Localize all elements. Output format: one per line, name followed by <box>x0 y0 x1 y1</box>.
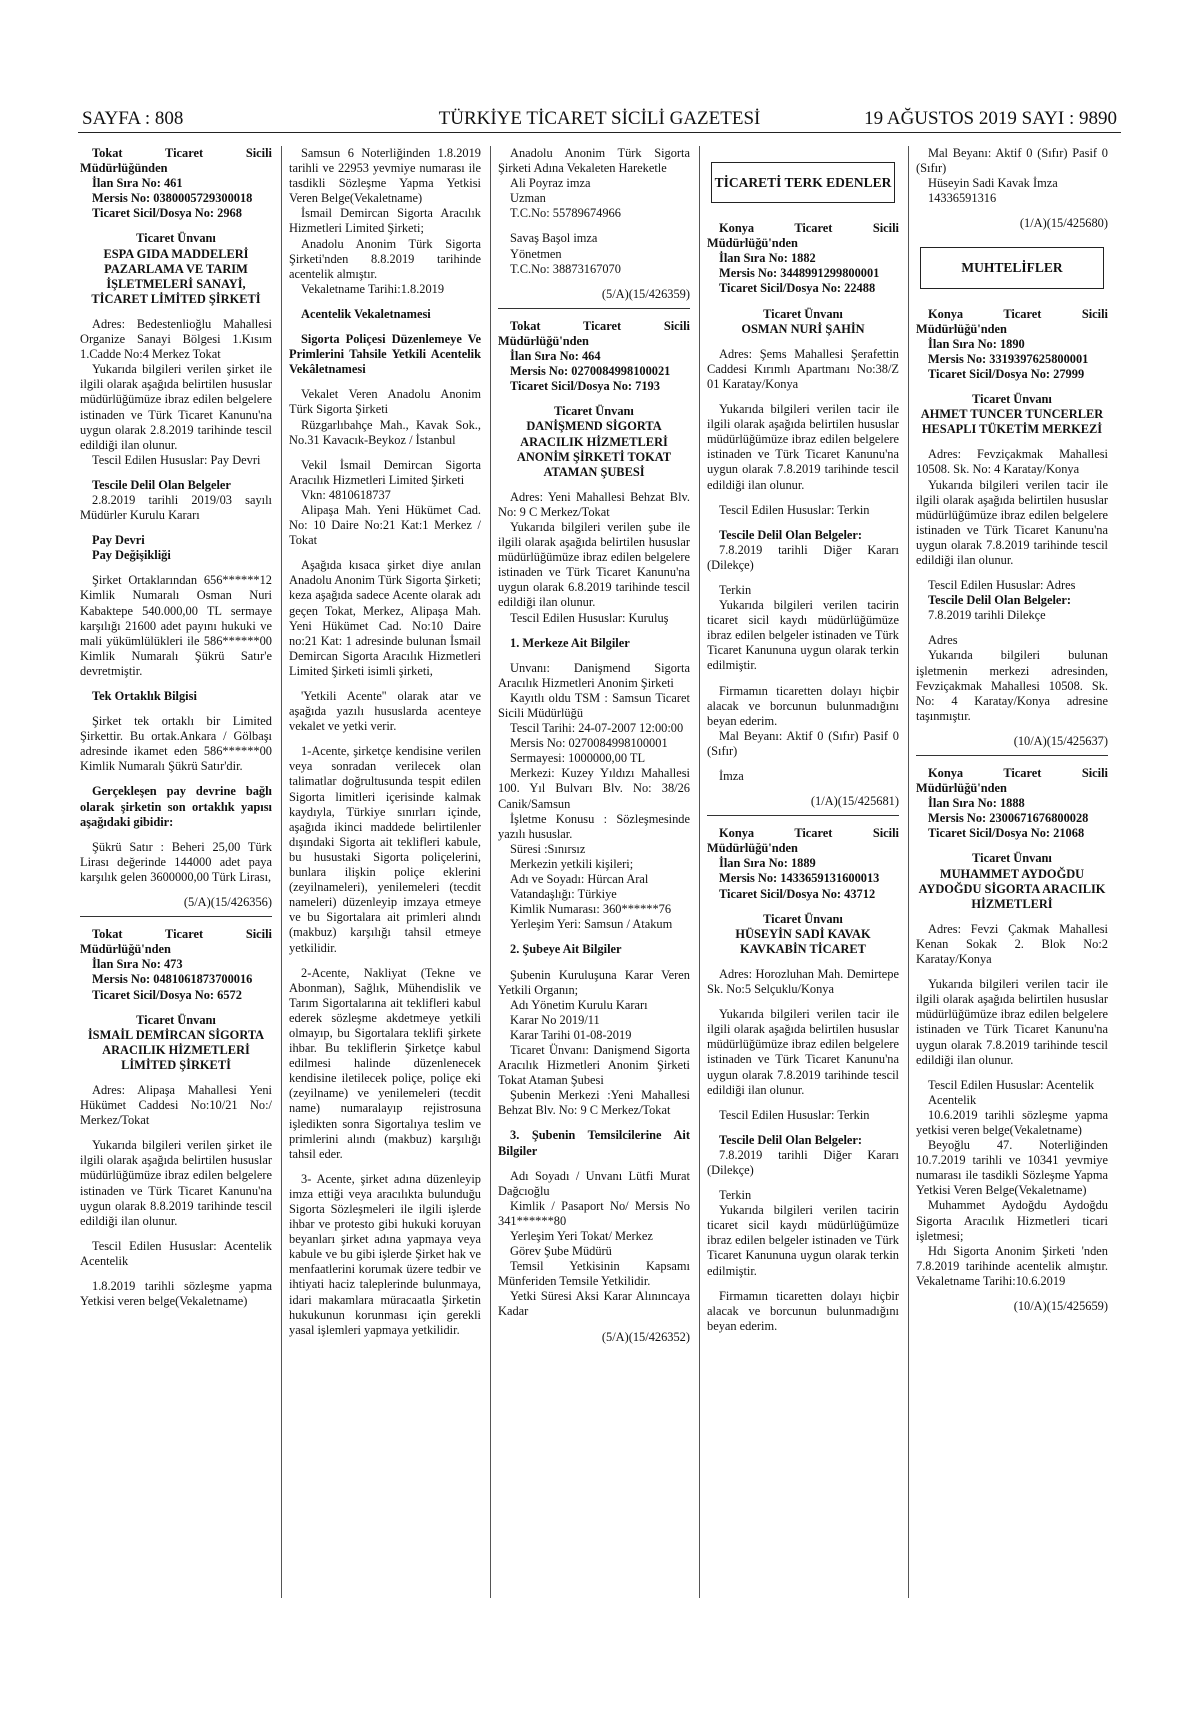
spacer <box>707 297 899 307</box>
notice-paragraph: Şubenin Merkezi :Yeni Mahallesi Behzat Blv. No: 9 C Merkez/Tokat <box>498 1088 690 1118</box>
notice-paragraph: İmza <box>719 769 744 783</box>
notice-paragraph: Sermayesi: 1000000,00 TL <box>510 751 646 766</box>
notice-paragraph: Tescil Edilen Hususlar: Terkin <box>719 1107 870 1122</box>
spacer <box>707 518 899 528</box>
notice-paragraph: Konya Ticaret Sicili Müdürlüğü'nden <box>707 826 899 856</box>
spacer <box>498 932 690 942</box>
notice-paragraph: Mersis No: 2300671676800028 <box>928 811 1089 826</box>
notice-paragraph: 2-Acente, Nakliyat (Tekne ve Abonman), Sağlık, Mühendislik ve Tarım Sigortalarına ait teklifleri kabul ederek sözleşme akdetmeye yetkili olmayıp, bu Sigortalara teklifi şirkete ihbar. Bu tekliflerin Şirketçe kabul edilmesi halinde düzenlenecek kendisine iletilecek poliçe, poliçe eki (zeyilname) ve yenilemeleri (tecdit name) numaralayıp rejistrosuna işledikten sonra Sigortalıya teslim ve primlerini alındı (makbuz) karşılığı tahsil eder. <box>289 965 481 1161</box>
notice-paragraph: Kayıtlı oldu TSM : Samsun Ticaret Sicili Müdürlüğü <box>498 690 690 720</box>
notice-paragraph: Adı ve Soyadı: Hürcan Aral <box>510 872 649 887</box>
notice-paragraph: Anadolu Anonim Türk Sigorta Şirketi Adına Vekaleten Hareketle <box>498 146 690 176</box>
notice-paragraph: Mersis No: 0270084998100021 <box>510 364 671 379</box>
notice-paragraph: Vatandaşlığı: Türkiye <box>510 887 617 902</box>
spacer <box>707 493 899 503</box>
notice-paragraph: Yukarıda bilgileri verilen şirket ile ilgili olarak aşağıda belirtilen hususlar müdürlüğümüze ibraz edilen belgelere istinaden ve Türk Ticaret Kanunu'na uygun olarak 2.8.2019 tarihinde tescil edildiği ilan olunur. <box>80 362 272 452</box>
notice-paragraph: Anadolu Anonim Türk Sigorta Şirketi'nden 8.8.2019 tarihinde acentelik almıştır. <box>289 236 481 281</box>
notice-reference: (10/A)(15/425659) <box>1013 1299 1108 1313</box>
notice-paragraph: İşletme Konusu : Sözleşmesinde yazılı hususlar. <box>498 811 690 841</box>
notice-paragraph: Vkn: 4810618737 <box>301 487 391 502</box>
section-heading-box: MUHTELİFLER <box>920 247 1104 288</box>
spacer <box>80 679 272 689</box>
notice-paragraph: Adı Soyadı / Unvanı Lütfi Murat Dağcıoğlu <box>498 1168 690 1198</box>
notice-paragraph: Mal Beyanı: Aktif 0 (Sıfır) Pasif 0 (Sıfır) <box>707 728 899 758</box>
notice-paragraph: Şükrü Satır : Beheri 25,00 Türk Lirası değerinde 144000 adet paya karşılık gelen 3600000,00 Türk Lirası, <box>80 839 272 884</box>
column-divider <box>490 146 491 1598</box>
trade-name: Ticaret Ünvanı <box>972 392 1052 407</box>
spacer <box>289 448 481 458</box>
notice-paragraph: Firmamın ticaretten dolayı hiçbir alacak ve borcunun bulunmadığını beyan ederim. <box>707 1288 899 1333</box>
notice-paragraph: Adres: Alipaşa Mahallesi Yeni Hükümet Caddesi No:10/21 No:/ Merkez/Tokat <box>80 1082 272 1128</box>
notice-reference: (5/A)(15/426356) <box>183 895 272 910</box>
notice-paragraph: Ticaret Sicil/Dosya No: 6572 <box>92 987 242 1002</box>
trade-name: İSMAİL DEMİRCAN SİGORTA ARACILIK HİZMETLERİ LİMİTED ŞİRKETİ <box>87 1027 265 1072</box>
notice-paragraph: Tescil Edilen Hususlar: Acentelik Acentelik <box>80 1238 272 1268</box>
spacer <box>498 394 690 404</box>
gazette-title: TÜRKİYE TİCARET SİCİLİ GAZETESİ <box>438 108 761 129</box>
column-1 <box>80 146 272 1309</box>
notice-paragraph: Hdı Sigorta Anonim Şirketi 'nden 7.8.2019 tarihinde acentelik almıştır. Vekaletname Tarihi:10.6.2019 <box>916 1243 1108 1288</box>
notice-paragraph: Mersis No: 0270084998100001 <box>510 736 668 751</box>
spacer <box>289 1162 481 1172</box>
spacer <box>498 1159 690 1169</box>
notice-paragraph: Alipaşa Mah. Yeni Hükümet Cad. No: 10 Daire No:21 Kat:1 Merkez / Tokat <box>289 502 481 548</box>
notice-paragraph: Tescile Delil Olan Belgeler <box>92 477 231 492</box>
spacer <box>916 1068 1108 1078</box>
column-4 <box>707 146 899 1334</box>
spacer <box>707 997 899 1007</box>
notice-paragraph: 10.6.2019 tarihli sözleşme yapma yetkisi veren belge(Vekaletname) <box>916 1107 1108 1137</box>
notice-paragraph: Tescile Delil Olan Belgeler: <box>928 593 1072 608</box>
notice-paragraph: İlan Sıra No: 464 <box>510 349 601 364</box>
notice-paragraph: 7.8.2019 tarihli Dilekçe <box>928 608 1046 623</box>
trade-name: OSMAN NURİ ŞAHİN <box>741 321 865 336</box>
notice-paragraph: Tescil Edilen Hususlar: Pay Devri <box>92 452 261 467</box>
notice-paragraph: Yukarıda bilgileri verilen tacir ile ilgili olarak aşağıda belirtilen hususlar müdürlüğümüze ibraz edilen belgelere istinaden ve Türk Ticaret Kanunu'na uygun olarak 7.8.2019 tarihinde tescil edildiği ilan olunur. <box>916 477 1108 567</box>
notice-paragraph: Şirket Ortaklarından 656******12 Kimlik Numaralı Osman Nuri Kabaktepe 540.000,00 TL sermaye karşılığı 21600 adet payını hukuki ve mali yükümlülükleri ile 586******00 Kimlik Numaralı Şükrü Satır'e devretmiştir. <box>80 573 272 678</box>
trade-name: DANİŞMEND SİGORTA ARACILIK HİZMETLERİ ANONİM ŞİRKETİ TOKAT ATAMAN ŞUBESİ <box>516 419 672 479</box>
spacer <box>707 902 899 912</box>
spacer <box>289 297 481 307</box>
notice-paragraph: Acentelik Vekaletnamesi <box>301 306 431 321</box>
notice-separator <box>498 308 690 309</box>
notice-reference: (5/A)(15/426359) <box>601 286 690 301</box>
spacer <box>498 1320 690 1330</box>
spacer <box>80 704 272 714</box>
notice-reference: (1/A)(15/425680) <box>1019 216 1108 231</box>
notice-paragraph: Terkin <box>719 1188 752 1203</box>
notice-paragraph: 3. Şubenin Temsilcilerine Ait Bilgiler <box>498 1128 690 1158</box>
spacer <box>289 679 481 689</box>
spacer <box>80 563 272 573</box>
notice-paragraph: Görev Şube Müdürü <box>510 1244 612 1259</box>
spacer <box>80 307 272 317</box>
spacer <box>707 146 899 156</box>
spacer <box>916 437 1108 447</box>
spacer <box>289 956 481 966</box>
notice-paragraph: Konya Ticaret Sicili Müdürlüğü'nden <box>707 221 899 251</box>
spacer <box>289 377 481 387</box>
trade-name: Ticaret Ünvanı <box>136 1012 216 1027</box>
spacer <box>80 830 272 840</box>
column-divider <box>699 146 700 1598</box>
notice-paragraph: T.C.No: 55789674966 <box>510 206 621 221</box>
notice-paragraph: Acentelik <box>928 1092 977 1107</box>
notice-paragraph: Rüzgarlıbahçe Mah., Kavak Sok., No.31 Kavacık-Beykoz / İstanbul <box>289 417 481 447</box>
notice-paragraph: Temsil Yetkisinin Kapsamı Münferiden Temsile Yetkilidir. <box>498 1259 690 1289</box>
spacer <box>707 573 899 583</box>
trade-name: Ticaret Ünvanı <box>554 404 634 419</box>
notice-paragraph: Ali Poyraz imza <box>510 176 591 191</box>
notice-paragraph: Adres: Yeni Mahallesi Behzat Blv. No: 9 C Merkez/Tokat <box>498 489 690 519</box>
spacer <box>916 1289 1108 1299</box>
notice-paragraph: Aşağıda kısaca şirket diye anılan Anadolu Anonim Türk Sigorta Şirketi; keza aşağıda sadece Acente olarak adı geçen Tokat, Merkez, Alipaşa Mah. Yeni Hükümet Cad. No:10 Daire no:21 Kat: 1 adresinde bulunan İsmail Demircan Sigorta Aracılık Hizmetleri Limited Şirketi isimli şirketi, <box>289 558 481 678</box>
notice-paragraph: Tokat Ticaret Sicili Müdürlüğünden <box>80 146 272 176</box>
spacer <box>498 958 690 968</box>
notice-paragraph: Yerleşim Yeri: Samsun / Atakum <box>510 917 673 932</box>
notice-paragraph: Adres: Fevziçakmak Mahallesi 10508. Sk. No: 4 Karatay/Konya <box>916 447 1108 477</box>
notice-paragraph: Ticaret Sicil/Dosya No: 22488 <box>719 281 876 296</box>
spacer <box>916 967 1108 977</box>
notice-paragraph: Karar No 2019/11 <box>510 1012 600 1027</box>
spacer <box>916 724 1108 734</box>
notice-paragraph: Tescile Delil Olan Belgeler: <box>719 527 863 542</box>
notice-paragraph: 'Yetkili Acente'' olarak atar ve aşağıda yazılı hususlarda acenteye vekalet ve yetki verir. <box>289 689 481 734</box>
notice-paragraph: Konya Ticaret Sicili Müdürlüğü'nden <box>916 306 1108 336</box>
notice-paragraph: Ticaret Sicil/Dosya No: 21068 <box>928 826 1085 841</box>
spacer <box>80 221 272 231</box>
page-number: SAYFA : 808 <box>82 108 184 129</box>
trade-name: Ticaret Ünvanı <box>972 851 1052 866</box>
notice-paragraph: İlan Sıra No: 1888 <box>928 796 1025 811</box>
column-5 <box>916 146 1108 1314</box>
notice-paragraph: Yukarıda bilgileri verilen tacirin ticaret sicil kaydı müdürlüğümüze ibraz edilen belgeler istinaden ve Türk Ticaret Kanununa uygun olarak terkin edilmiştir. <box>707 1203 899 1278</box>
spacer <box>916 623 1108 633</box>
notice-separator <box>80 916 272 917</box>
spacer <box>289 548 481 558</box>
notice-paragraph: İlan Sıra No: 1890 <box>928 336 1025 351</box>
notice-paragraph: Vekil İsmail Demircan Sigorta Aracılık Hizmetleri Limited Şirketi <box>289 457 481 487</box>
notice-paragraph: Ticaret Ünvanı: Danişmend Sigorta Aracılık Hizmetleri Anonim Şirketi Tokat Ataman Şubesi <box>498 1042 690 1088</box>
spacer <box>80 1269 272 1279</box>
notice-paragraph: Mersis No: 0481061873700016 <box>92 972 253 987</box>
notice-paragraph: Tescile Delil Olan Belgeler: <box>719 1132 863 1147</box>
spacer <box>707 957 899 967</box>
notice-paragraph: Şirket tek ortaklı bir Limited Şirkettir. Bu ortak.Ankara / Gölbaşı adresinde ikamet eden 586******00 Kimlik Numaralı Şükrü Satır'dir. <box>80 714 272 774</box>
notice-paragraph: Karar Tarihi 01-08-2019 <box>510 1027 632 1042</box>
spacer <box>80 885 272 895</box>
spacer <box>916 568 1108 578</box>
spacer <box>707 392 899 402</box>
notice-paragraph: Yukarıda bilgileri verilen şirket ile ilgili olarak aşağıda belirtilen hususlar müdürlüğümüze ibraz edilen belgelere istinaden ve Türk Ticaret Kanunu'na uygun olarak 8.8.2019 tarihinde tescil edildiği ilan olunur. <box>80 1138 272 1228</box>
notice-paragraph: Yukarıda bilgileri bulunan işletmenin merkezi adresinden, Fevziçakmak Mahallesi 10508. Sk. No: 4 Karatay/Konya adresine taşınmıştır. <box>916 648 1108 723</box>
notice-paragraph: Samsun 6 Noterliğinden 1.8.2019 tarihli ve 22953 yevmiye numarası ile tasdikli Sözleşme Yapma Yetkisi Veren Belge(Vekaletname) <box>289 146 481 206</box>
notice-paragraph: Adres: Şems Mahallesi Şerafettin Caddesi Kırımlı Apartmanı No:38/Z 01 Karatay/Konya <box>707 346 899 391</box>
notice-paragraph: Merkezi: Kuzey Yıldızı Mahallesi 100. Yıl Bulvarı Blv. No: 38/26 Canik/Samsun <box>498 766 690 811</box>
notice-paragraph: Kimlik Numarası: 360******76 <box>510 902 672 917</box>
notice-paragraph: 7.8.2019 tarihli Diğer Kararı (Dilekçe) <box>707 542 899 572</box>
notice-paragraph: Tescil Edilen Hususlar: Terkin <box>719 502 870 517</box>
notice-paragraph: 1. Merkeze Ait Bilgiler <box>510 635 630 650</box>
notice-paragraph: Adres <box>928 633 958 648</box>
notice-reference: (5/A)(15/426352) <box>601 1329 690 1344</box>
notice-paragraph: 7.8.2019 tarihli Diğer Kararı (Dilekçe) <box>707 1147 899 1177</box>
notice-reference: (1/A)(15/425681) <box>810 794 899 809</box>
notice-paragraph: Firmamın ticaretten dolayı hiçbir alacak ve borcunun bulunmadığını beyan ederim. <box>707 683 899 728</box>
column-3 <box>498 146 690 1345</box>
page-header <box>78 100 1121 133</box>
spacer <box>707 784 899 794</box>
spacer <box>289 734 481 744</box>
trade-name: HÜSEYİN SADİ KAVAK KAVKABİN TİCARET <box>735 926 871 956</box>
notice-paragraph: Ticaret Sicil/Dosya No: 43712 <box>719 886 876 901</box>
notice-paragraph: T.C.No: 38873167070 <box>510 261 621 276</box>
notice-paragraph: İlan Sıra No: 461 <box>92 176 183 191</box>
spacer <box>80 523 272 533</box>
spacer <box>916 912 1108 922</box>
notice-paragraph: Yukarıda bilgileri verilen şube ile ilgili olarak aşağıda belirtilen hususlar müdürlüğümüze ibraz edilen belgelere istinaden ve Türk Ticaret Kanunu'na uygun olarak 6.8.2019 tarihinde tescil edildiği ilan olunur. <box>498 519 690 610</box>
spacer <box>916 382 1108 392</box>
notice-paragraph: Tokat Ticaret Sicili Müdürlüğü'nden <box>80 927 272 957</box>
notice-paragraph: Yönetmen <box>510 246 562 261</box>
notice-paragraph: Hüseyin Sadi Kavak İmza <box>928 176 1058 191</box>
spacer <box>916 206 1108 216</box>
notice-paragraph: Yetki Süresi Aksi Karar Alınıncaya Kadar <box>498 1289 690 1319</box>
notice-paragraph: İlan Sıra No: 1882 <box>719 251 816 266</box>
notice-paragraph: İsmail Demircan Sigorta Aracılık Hizmetleri Limited Şirketi; <box>289 206 481 236</box>
spacer <box>80 1128 272 1138</box>
notice-reference: (10/A)(15/425637) <box>1013 733 1108 748</box>
spacer <box>498 1118 690 1128</box>
notice-paragraph: Ticaret Sicil/Dosya No: 7193 <box>510 379 660 394</box>
trade-name: Ticaret Ünvanı <box>763 306 843 321</box>
trade-name: MUHAMMET AYDOĞDU AYDOĞDU SİGORTA ARACILIK HİZMETLERİ <box>918 866 1106 911</box>
section-heading-box: TİCARETİ TERK EDENLER <box>711 162 895 203</box>
notice-paragraph: Muhammet Aydoğdu Aydoğdu Sigorta Aracılık Hizmetleri ticari işletmesi; <box>916 1198 1108 1243</box>
notice-paragraph: Tek Ortaklık Bilgisi <box>92 689 197 703</box>
notice-paragraph: 3- Acente, şirket adına düzenleyip imza ettiği veya aracılıkta bulunduğu Sigorta Sözleşmeleri ile ilgili işlerde ihbar ve protesto gibi hukuki koruyan beyanları şirket adına yapmaya veya kabule ve bu gibi işlerde Şirket hak ve menfaatlerini korumak üzere tedbir ve ihtiyati haciz taleplerinde bulunmaya, idari makamlara müracaatla Şirketin hukukunun korunması için gerekli yasal işlemleri yapmaya yetkilidir. <box>289 1171 481 1337</box>
spacer <box>707 759 899 769</box>
notice-paragraph: Merkezin yetkili kişileri; <box>510 856 634 871</box>
spacer <box>498 651 690 661</box>
notice-paragraph: 1.8.2019 tarihli sözleşme yapma Yetkisi veren belge(Vekaletname) <box>80 1279 272 1309</box>
notice-paragraph: Adres: Fevzi Çakmak Mahallesi Kenan Sokak 2. Blok No:2 Karatay/Konya <box>916 921 1108 967</box>
spacer <box>916 231 1108 241</box>
notice-paragraph: Tescil Edilen Hususlar: Kuruluş <box>510 610 669 625</box>
column-divider <box>908 146 909 1598</box>
notice-paragraph: Yerleşim Yeri Tokat/ Merkez <box>510 1229 653 1243</box>
notice-paragraph: Mal Beyanı: Aktif 0 (Sıfır) Pasif 0 (Sıfır) <box>916 146 1108 176</box>
notice-paragraph: Savaş Başol imza <box>510 231 598 246</box>
notice-paragraph: Ticaret Sicil/Dosya No: 2968 <box>92 206 242 221</box>
notice-paragraph: Uzman <box>510 191 546 206</box>
notice-paragraph: Yukarıda bilgileri verilen tacir ile ilgili olarak aşağıda belirtilen hususlar müdürlüğümüze ibraz edilen belgelere istinaden ve Türk Ticaret Kanunu'na uygun olarak 7.8.2019 tarihinde tescil edildiği ilan olunur. <box>916 977 1108 1067</box>
notice-paragraph: Süresi :Sınırsız <box>510 841 586 856</box>
spacer <box>80 1003 272 1013</box>
notice-paragraph: Vekaletname Tarihi:1.8.2019 <box>301 281 445 296</box>
notice-paragraph: 1-Acente, şirketçe kendisine verilen veya sonradan verilecek olan talimatlar doğrultusunda tespit edilen Sigorta limitleri içerisinde kalmak kaydıyla, Türkiye sınırları içinde, aşağıda ikinci maddede belirtilenler dışındaki Sigorta ait teklifleri kabule, bu husustaki Sigorta poliçelerini, bunlara ilişkin poliçe eklerini (zeyilnameleri), yenilemeleri (tecdit nameleri) düzenleyip imzaya etmeye ve bu Sigortalara ait primleri alındı (makbuz) karşılığı tahsil etmeye yetkilidir. <box>289 744 481 955</box>
notice-paragraph: Yukarıda bilgileri verilen tacirin ticaret sicil kaydı müdürlüğümüze ibraz edilen belgeler istinaden ve Türk Ticaret Kanununa uygun olarak terkin edilmiştir. <box>707 598 899 673</box>
notice-paragraph: Unvanı: Danişmend Sigorta Aracılık Hizmetleri Anonim Şirketi <box>498 660 690 690</box>
notice-paragraph: Adı Yönetim Kurulu Kararı <box>510 997 648 1012</box>
spacer <box>80 468 272 478</box>
trade-name: ESPA GIDA MADDELERİ PAZARLAMA VE TARIM İŞLETMELERİ SANAYİ, TİCARET LİMİTED ŞİRKETİ <box>91 246 261 306</box>
spacer <box>707 1123 899 1133</box>
notice-paragraph: Sigorta Poliçesi Düzenlemeye Ve Primlerini Tahsile Yetkili Acentelik Vekâletnamesi <box>289 332 481 377</box>
notice-separator <box>707 815 899 816</box>
notice-paragraph: İlan Sıra No: 1889 <box>719 856 816 871</box>
notice-paragraph: İlan Sıra No: 473 <box>92 957 183 972</box>
spacer <box>80 774 272 784</box>
notice-paragraph: Mersis No: 0380005729300018 <box>92 191 253 206</box>
notice-paragraph: Adres: Bedestenlioğlu Mahallesi Organize Sanayi Bölgesi 1.Kısım 1.Cadde No:4 Merkez Tokat <box>80 316 272 362</box>
notice-paragraph: Mersis No: 3448991299800001 <box>719 266 880 281</box>
trade-name: AHMET TUNCER TUNCERLER HESAPLI TÜKETİM MERKEZİ <box>920 407 1104 437</box>
column-2 <box>289 146 481 1338</box>
spacer <box>498 277 690 287</box>
spacer <box>916 297 1108 307</box>
spacer <box>707 337 899 347</box>
spacer <box>80 1229 272 1239</box>
spacer <box>707 1098 899 1108</box>
spacer <box>498 480 690 490</box>
spacer <box>916 841 1108 851</box>
notice-paragraph: Pay Devri <box>92 533 145 548</box>
spacer <box>707 1178 899 1188</box>
notice-paragraph: Konya Ticaret Sicili Müdürlüğü'nden <box>916 766 1108 796</box>
notice-paragraph: Tokat Ticaret Sicili Müdürlüğü'nden <box>498 318 690 348</box>
trade-name: Ticaret Ünvanı <box>136 231 216 246</box>
notice-paragraph: 2.8.2019 tarihli 2019/03 sayılı Müdürler Kurulu Kararı <box>80 492 272 523</box>
issue-date: 19 AĞUSTOS 2019 SAYI : 9890 <box>864 108 1117 129</box>
notice-paragraph: Kimlik / Pasaport No/ Mersis No 341******80 <box>498 1198 690 1228</box>
notice-paragraph: Terkin <box>719 582 752 597</box>
column-divider <box>281 146 282 1598</box>
notice-paragraph: Yukarıda bilgileri verilen tacir ile ilgili olarak aşağıda belirtilen hususlar müdürlüğümüze ibraz edilen belgelere istinaden ve Türk Ticaret Kanunu'na uygun olarak 7.8.2019 tarihinde tescil edildiği ilan olunur. <box>707 402 899 492</box>
notice-paragraph: Mersis No: 3319397625800001 <box>928 351 1089 366</box>
spacer <box>80 1073 272 1083</box>
notice-paragraph: 14336591316 <box>928 191 997 206</box>
notice-paragraph: Tescil Edilen Hususlar: Adres <box>928 578 1076 593</box>
spacer <box>498 221 690 231</box>
notice-paragraph: Beyoğlu 47. Noterliğinden 10.7.2019 tarihli ve 10341 yevmiye numarası ile tasdikli Sözleşme Yapma Yetkisi Veren Belge(Vekaletname) <box>916 1138 1108 1198</box>
notice-paragraph: Şubenin Kuruluşuna Karar Veren Yetkili Organın; <box>498 967 690 997</box>
spacer <box>707 1279 899 1289</box>
trade-name: Ticaret Ünvanı <box>763 911 843 926</box>
spacer <box>707 674 899 684</box>
spacer <box>289 322 481 332</box>
notice-separator <box>916 755 1108 756</box>
notice-paragraph: Gerçekleşen pay devrine bağlı olarak şirketin son ortaklık yapısı aşağıdaki gibidir: <box>80 784 272 829</box>
notice-paragraph: Ticaret Sicil/Dosya No: 27999 <box>928 366 1085 381</box>
notice-paragraph: Tescil Tarihi: 24-07-2007 12:00:00 <box>510 721 684 736</box>
notice-paragraph: Adres: Horozluhan Mah. Demirtepe Sk. No:5 Selçuklu/Konya <box>707 966 899 997</box>
notice-paragraph: Pay Değişikliği <box>92 548 171 563</box>
notice-paragraph: Mersis No: 1433659131600013 <box>719 871 880 886</box>
notice-paragraph: Tescil Edilen Hususlar: Acentelik <box>928 1077 1095 1092</box>
spacer <box>498 626 690 636</box>
notice-paragraph: Vekalet Veren Anadolu Anonim Türk Sigorta Şirketi <box>289 387 481 417</box>
notice-paragraph: Yukarıda bilgileri verilen tacir ile ilgili olarak aşağıda belirtilen hususlar müdürlüğümüze ibraz edilen belgelere istinaden ve Türk Ticaret Kanunu'na uygun olarak 7.8.2019 tarihinde tescil edildiği ilan olunur. <box>707 1007 899 1097</box>
notice-paragraph: 2. Şubeye Ait Bilgiler <box>510 942 622 957</box>
spacer <box>707 211 899 221</box>
